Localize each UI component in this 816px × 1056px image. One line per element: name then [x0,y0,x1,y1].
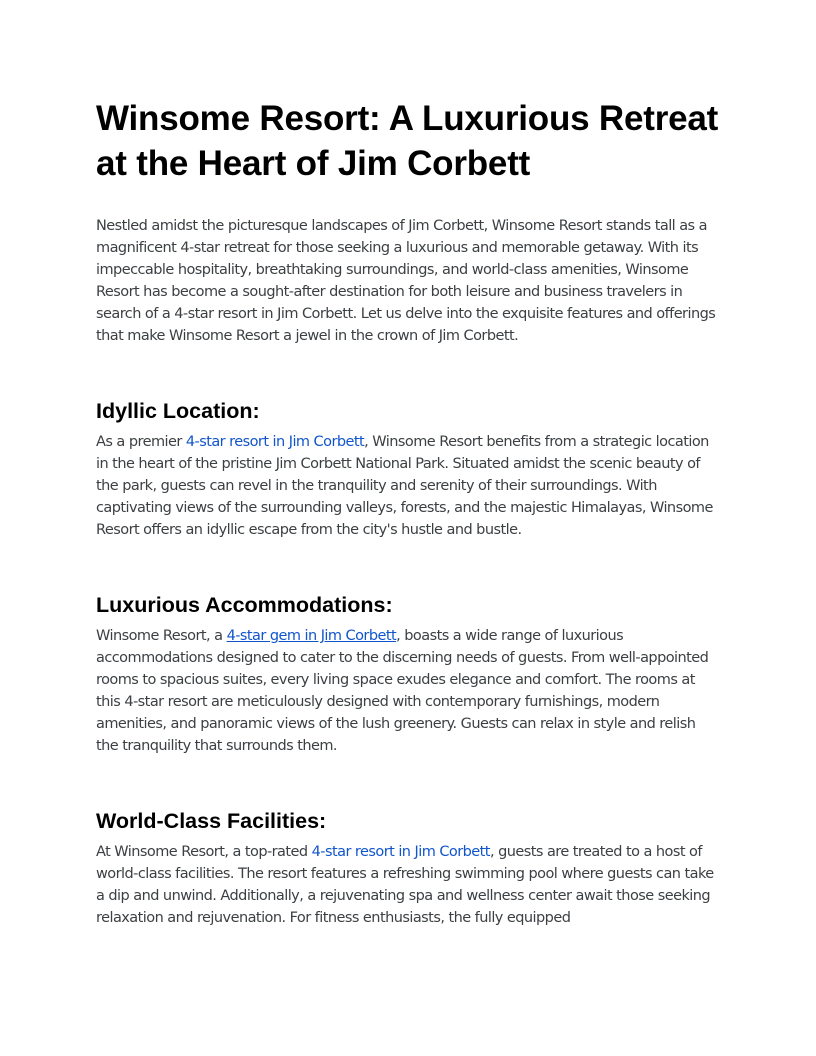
accommodations-text-after: , boasts a wide range of luxurious accommodations designed to cater to the discerning needs of guests. From well-appointed rooms to spacious suites, every living space exudes elegance and comfort. The rooms at this 4-star resort are meticulously designed with contemporary furnishings, modern amenities, and panoramic views of the lush greenery. Guests can relax in style and relish the tranquility that surrounds them. [96,628,709,754]
location-paragraph [96,431,720,541]
facilities-resort-link[interactable]: 4-star resort in Jim Corbett [311,844,490,860]
facilities-text-after: , guests are treated to a host of world-class facilities. The resort features a refreshing swimming pool where guests can take a dip and unwind. Additionally, a rejuvenating spa and wellness center await those seeking relaxation and rejuvenation. For fitness enthusiasts, the fully equipped [96,844,714,926]
location-text-before: As a premier [96,434,186,450]
accommodations-gem-link[interactable]: 4-star gem in Jim Corbett [226,628,397,644]
page-title: Winsome Resort: A Luxurious Retreat at the Heart of Jim Corbett [96,99,719,183]
location-resort-link[interactable]: 4-star resort in Jim Corbett [185,434,365,450]
facilities-paragraph [96,841,720,929]
intro-paragraph: Nestled amidst the picturesque landscapes of Jim Corbett, Winsome Resort stands tall as a magnificent 4-star retreat for those seeking a luxurious and memorable getaway. With its impeccable hospitality, breathtaking surroundings, and world-class amenities, Winsome Resort has become a sought-after destination for both leisure and business travelers in search of a 4-star resort in Jim Corbett. Let us delve into the exquisite features and offerings that make Winsome Resort a jewel in the crown of Jim Corbett. [96,218,716,344]
section-heading-location: Idyllic Location: [96,399,260,423]
document-page [96,96,720,929]
section-heading-facilities: World-Class Facilities: [96,809,327,833]
facilities-text-before: At Winsome Resort, a top-rated [96,844,312,860]
section-heading-accommodations: Luxurious Accommodations: [96,593,393,617]
location-text-after: , Winsome Resort benefits from a strategic location in the heart of the pristine Jim Corbett National Park. Situated amidst the scenic beauty of the park, guests can revel in the tranquility and serenity of their surroundings. With captivating views of the surrounding valleys, forests, and the majestic Himalayas, Winsome Resort offers an idyllic escape from the city's hustle and bustle. [96,434,713,538]
accommodations-paragraph [96,625,720,757]
accommodations-text-before: Winsome Resort, a [96,628,227,644]
